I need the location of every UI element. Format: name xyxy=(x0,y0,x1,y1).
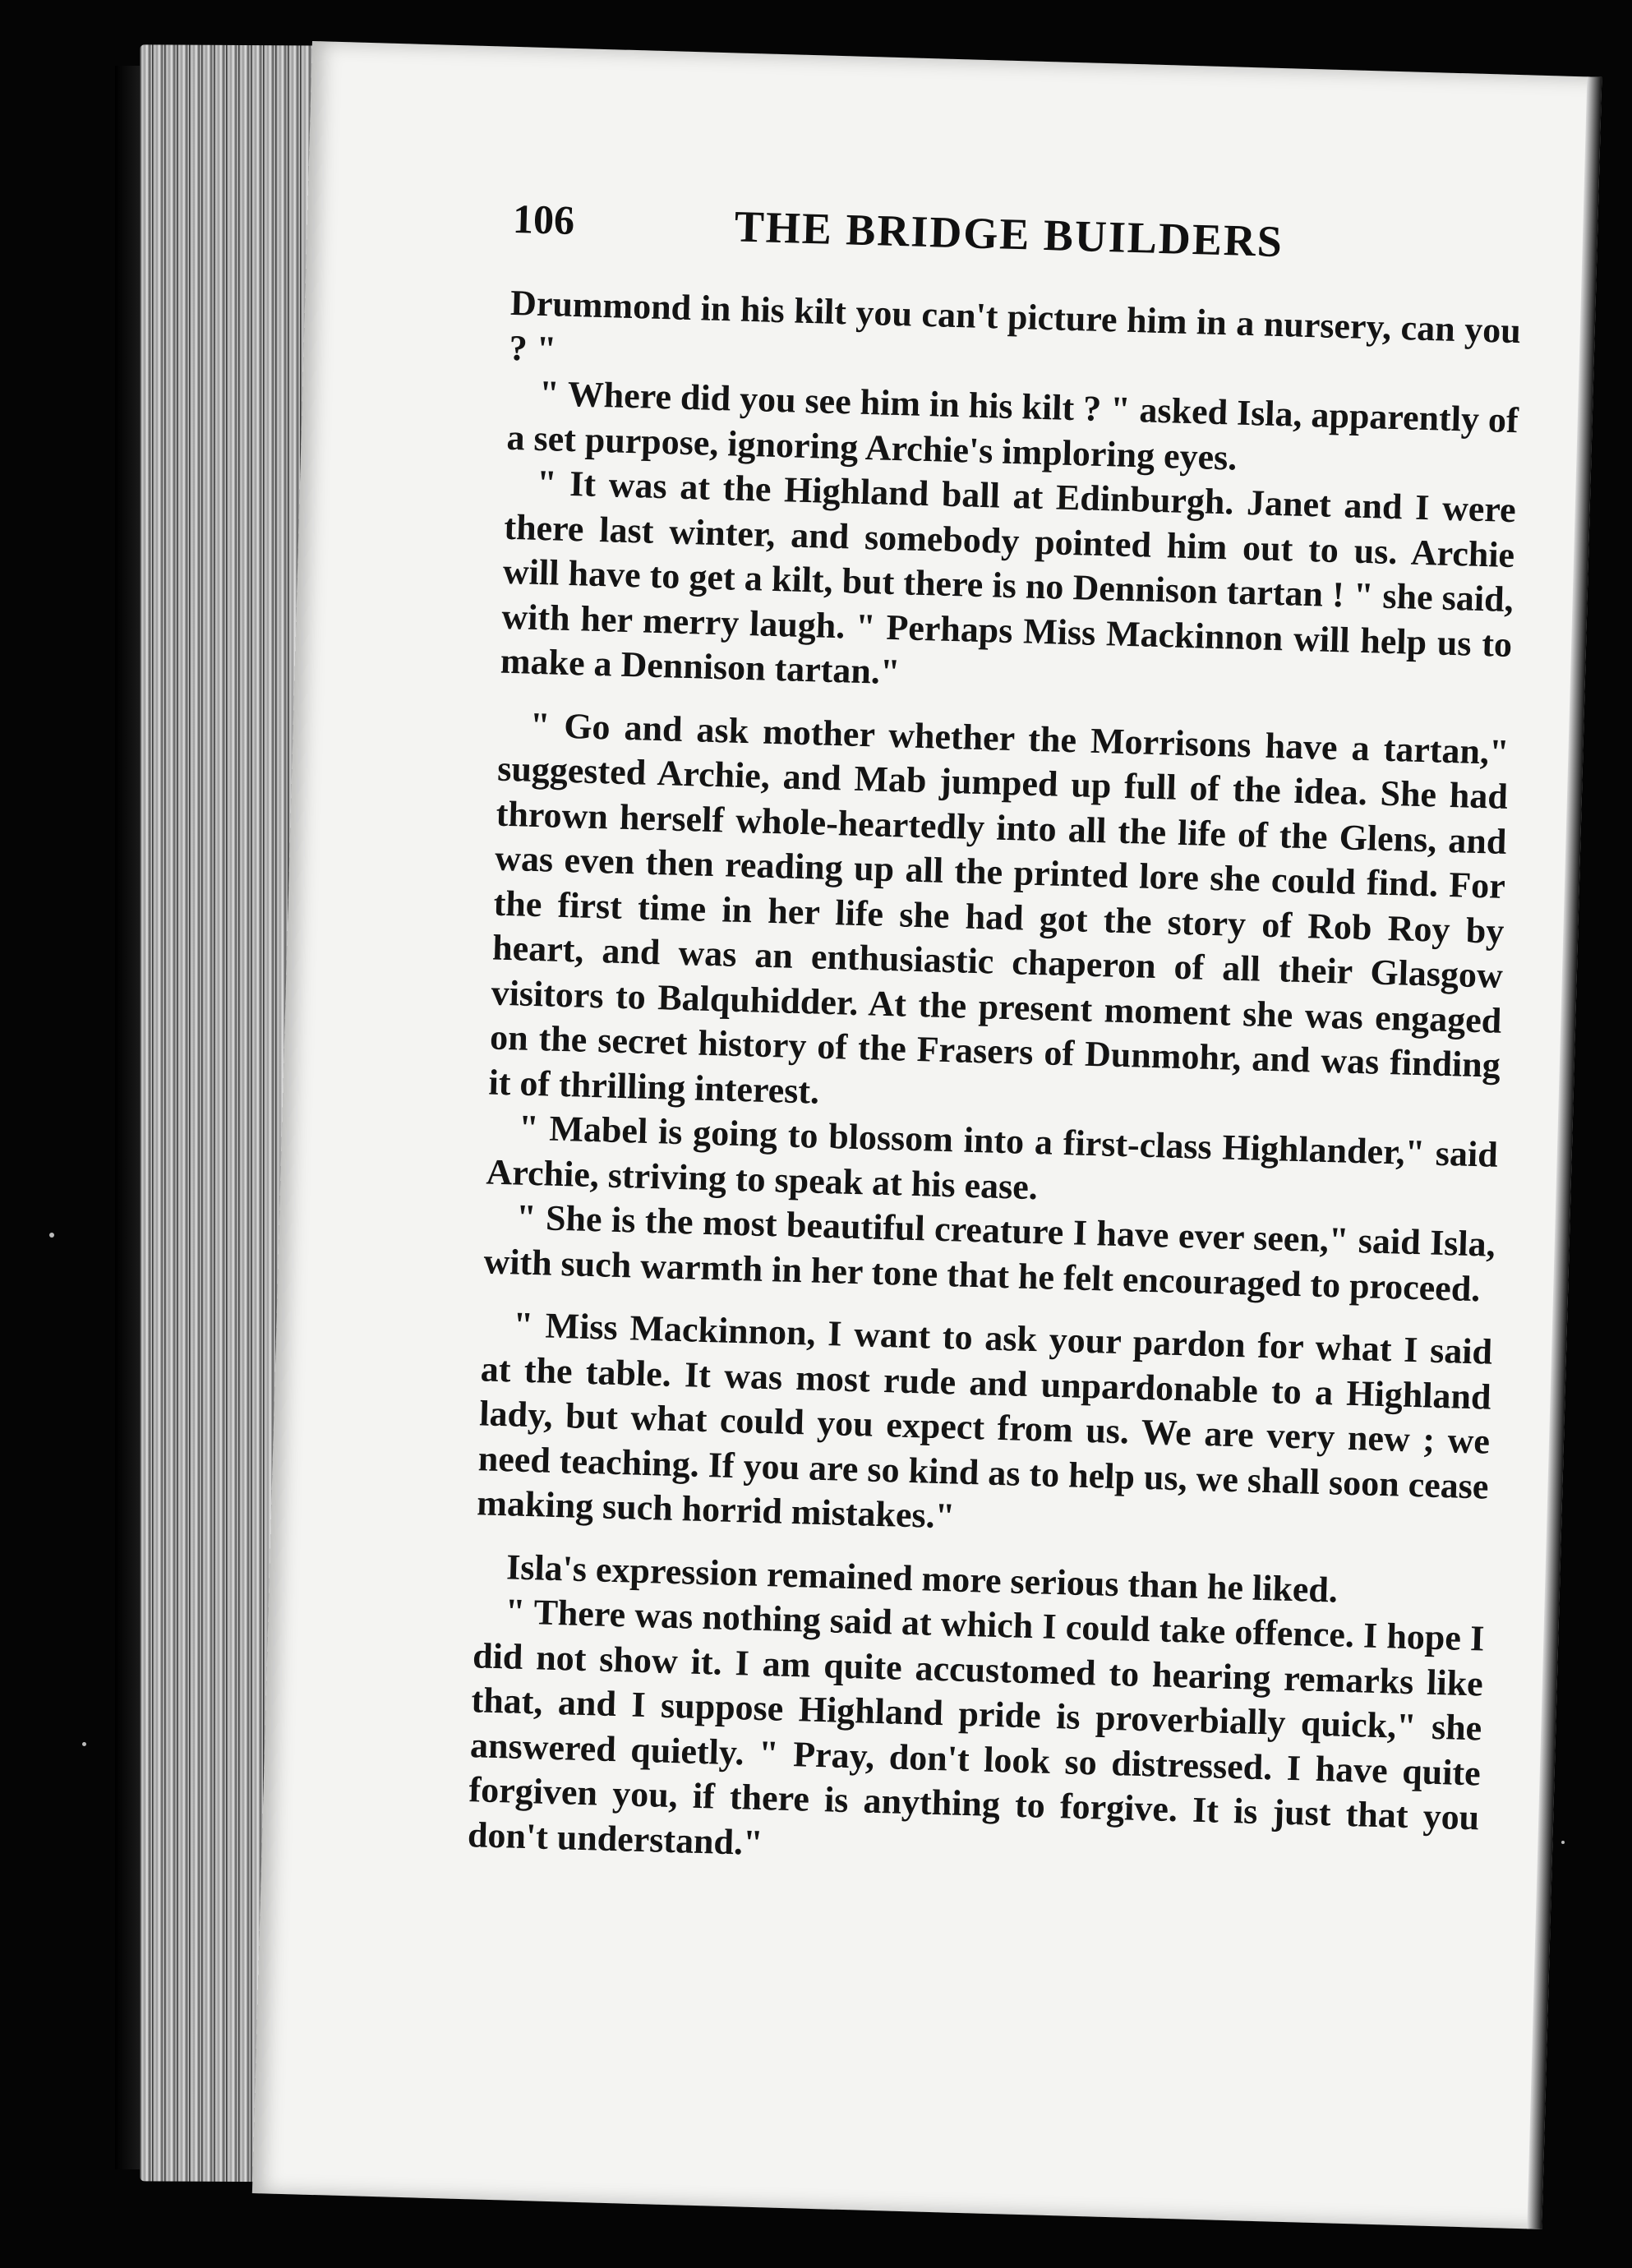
paragraph: " It was at the Highland ball at Edinburgh. Janet and I were there last winter, and somebody pointed him out to us. Archie will have to get a kilt, but there is no Dennison tartan ! " she said, with her merry laugh. " Perhaps Miss Mackinnon will help us to make a Dennison tartan." xyxy=(500,462,1517,693)
page-header xyxy=(512,195,1524,280)
page-edge-shadow xyxy=(1527,76,1602,2229)
paragraph: Drummond in his kilt you can't picture him in a nursery, can you ? " xyxy=(508,282,1522,369)
paragraph: " Go and ask mother whether the Morrisons have a tartan," suggested Archie, and Mab jumped up full of the idea. She had thrown herself whole-heartedly into all the life of the Glens, and was even then reading up all the printed lore she could find. For the first time in her life she had got the story of Rob Roy by heart, and was an enthusiastic chaperon of all their Glasgow visitors to Balquhidder. At the present moment she was engaged on the secret history of the Frasers of Dunmohr, and was finding it of thrilling interest. xyxy=(488,704,1510,1112)
book-page xyxy=(252,41,1602,2229)
running-title: THE BRIDGE BUILDERS xyxy=(734,201,1284,267)
paragraph: " Where did you see him in his kilt ? " asked Isla, apparently of a set purpose, ignoring Archie's imploring eyes. xyxy=(505,372,1519,478)
page-number: 106 xyxy=(512,195,575,243)
paragraph: Isla's expression remained more serious than he liked. xyxy=(505,1546,1339,1611)
body-text xyxy=(467,281,1521,1886)
scan-speck xyxy=(82,1742,86,1746)
paragraph: " Miss Mackinnon, I want to ask your pardon for what I said at the table. It was most rude and unpardonable to a Highland lady, but what could you expect from us. We are very new ; we need teaching. If you are so kind as to help us, we shall soon cease making such horrid mistakes." xyxy=(476,1304,1493,1537)
paragraph: " There was nothing said at which I could take offence. I hope I did not show it. I am quite accustomed to hearing remarks like that, and I suppose Highland pride is proverbially quick," she answered quietly. " Pray, don't look so distressed. I have quite forgiven you, if there is anything to forgive. It is just that you don't understand." xyxy=(467,1591,1485,1863)
scan-speck xyxy=(1561,1841,1565,1844)
paragraph: " Mabel is going to blossom into a first-class Highlander," said Archie, striving to speak at his ease. xyxy=(485,1107,1499,1207)
paragraph: " She is the most beautiful creature I have ever seen," said Isla, with such warmth in her tone that he felt encouraged to proceed. xyxy=(482,1196,1496,1309)
scan-speck xyxy=(49,1233,54,1238)
